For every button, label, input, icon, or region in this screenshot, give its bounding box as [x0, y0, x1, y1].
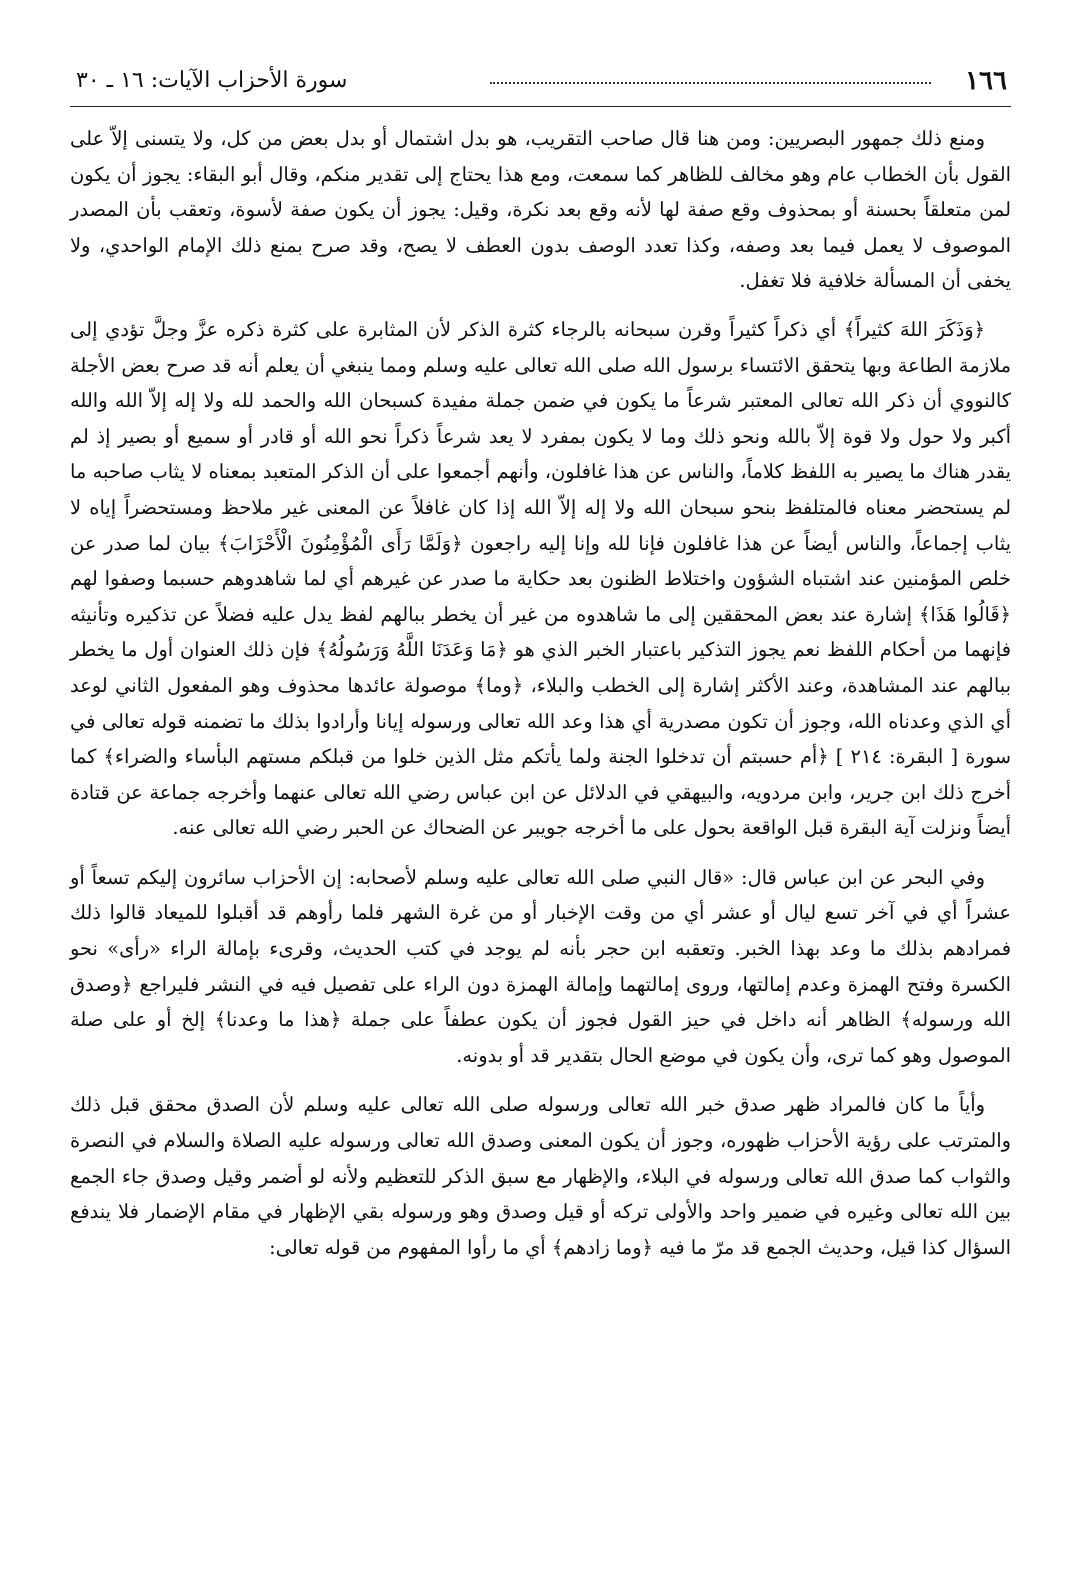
paragraph: وفي البحر عن ابن عباس قال: «قال النبي صلى الله تعالى عليه وسلم لأصحابه: إن الأحزاب سائرون إليكم تسعاً أو عشراً أي في آخر تسع ليال أو عشر أي من وقت الإخبار أو من غرة الشهر فلما رأوهم قد أقبلوا للميعاد قالوا ذلك فمرادهم بذلك ما وعد بهذا الخبر. وتعقبه ابن حجر بأنه لم يوجد في كتب الحديث، وقرىء بإمالة الراء «رأى» نحو الكسرة وفتح الهمزة وعدم إمالتها، وروى إمالتهما وإمالة الهمزة دون الراء على تفصيل فيه في النشر فليراجع ﴿وصدق الله ورسوله﴾ الظاهر أنه داخل في حيز القول فجوز أن يكون عطفاً على جملة ﴿هذا ما وعدنا﴾ إلخ أو على صلة الموصول وهو كما ترى، وأن يكون في موضع الحال بتقدير قد أو بدونه.: [70, 865, 1011, 1067]
paragraph: ﴿وَذَكَرَ اللهَ كثيراً﴾ أي ذكراً كثيراً وقرن سبحانه بالرجاء كثرة الذكر لأن المثابرة على كثرة ذكره عزَّ وجلَّ تؤدي إلى ملازمة الطاعة وبها يتحقق الائتساء برسول الله صلى الله تعالى عليه وسلم ومما ينبغي أن يعلم أنه قد صرح بعض الأجلة كالنووي أن ذكر الله تعالى المعتبر شرعاً ما يكون في ضمن جملة مفيدة كسبحان الله والحمد لله ولا إله إلاّ الله والله أكبر ولا حول ولا قوة إلاّ بالله ونحو ذلك وما لا يكون بمفرد لا يعد شرعاً ذكراً نحو الله أو قادر أو سميع أو بصير إذ لم يقدر هناك ما يصير به اللفظ كلاماً، والناس عن هذا غافلون، وأنهم أجمعوا على أن الذكر المتعبد بمعناه لا يثاب صاحبه ما لم يستحضر معناه فالمتلفظ بنحو سبحان الله ولا إله إلاّ الله إذا كان غافلاً عن المعنى غير ملاحظ ومستحضراً إياه لا يثاب إجماعاً، والناس أيضاً عن هذا غافلون فإنا لله وإنا إليه راجعون ﴿وَلَمَّا رَأَى الْمُؤْمِنُونَ الْأَحْزَابَ﴾ بيان لما صدر عن خلص المؤمنين عند اشتباه الشؤون واختلاط الظنون بعد حكاية ما صدر عن غيرهم أي لما شاهدوهم حسبما وصفوا لهم ﴿قَالُوا هَذَا﴾ إشارة عند بعض المحققين إلى ما شاهدوه من غير أن يخطر ببالهم لفظ يدل عليه فضلاً عن تذكيره وتأنيثه فإنهما من أحكام اللفظ نعم يجوز التذكير باعتبار الخبر الذي هو ﴿مَا وَعَدَنَا اللَّهُ وَرَسُولُهُ﴾ فإن ذلك العنوان أول ما يخطر ببالهم عند المشاهدة، وعند الأكثر إشارة إلى الخطب والبلاء، ﴿وما﴾ موصولة عائدها محذوف وهو المفعول الثاني لوعد أي الذي وعدناه الله، وجوز أن تكون مصدرية أي هذا وعد الله تعالى ورسوله إيانا وأرادوا بذلك ما تضمنه قوله تعالى في سورة [ البقرة: ٢١٤ ] ﴿أم حسبتم أن تدخلوا الجنة ولما يأتكم مثل الذين خلوا من قبلكم مستهم البأساء والضراء﴾ كما أخرج ذلك ابن جرير، وابن مردويه، والبيهقي في الدلائل عن ابن عباس رضي الله تعالى عنهما وأخرجه جماعة عن قتادة أيضاً ونزلت آية البقرة قبل الواقعة بحول على ما أخرجه جويبر عن الضحاك عن الحبر رضي الله تعالى عنه.: [70, 317, 1011, 840]
running-header: [70, 62, 1011, 107]
paragraph: ومنع ذلك جمهور البصريين: ومن هنا قال صاحب التقريب، هو بدل اشتمال أو بدل بعض من كل، ولا يتسنى إلاّ على القول بأن الخطاب عام وهو مخالف للظاهر كما سمعت، ومع هذا يحتاج إلى تقدير منكم، وقال أبو البقاء: يجوز أن يكون لمن متعلقاً بحسنة أو بمحذوف وقع صفة لها لأنه وقع بعد نكرة، وقيل: يجوز أن يكون صفة لأسوة، وتعقب بأن المصدر الموصوف لا يعمل فيما بعد وصفه، وكذا تعدد الوصف بدون العطف لا يصح، وقد صرح بمنع ذلك الإمام الواحدي، ولا يخفى أن المسألة خلافية فلا تغفل.: [70, 127, 1011, 293]
paragraph: وأياً ما كان فالمراد ظهر صدق خبر الله تعالى ورسوله صلى الله تعالى عليه وسلم لأن الصدق محقق قبل ذلك والمترتب على رؤية الأحزاب ظهوره، وجوز أن يكون المعنى وصدق الله تعالى ورسوله عليه الصلاة والسلام في النصرة والثواب كما صدق الله تعالى ورسوله في البلاء، والإظهار مع سبق الذكر للتعظيم ولأنه لو أضمر وقيل وصدق جاء الجمع بين الله تعالى وغيره في ضمير واحد والأولى تركه أو قيل وصدق وهو ورسوله بقي الإظهار في مقام الإضمار فلا يندفع السؤال كذا قيل، وحديث الجمع قد مرّ ما فيه ﴿وما زادهم﴾ أي ما رأوا المفهوم من قوله تعالى:: [70, 1093, 1011, 1259]
dotted-leader: [490, 82, 931, 84]
page-number: ١٦٦: [965, 66, 1007, 96]
section-title: سورة الأحزاب الآيات: ١٦ ـ ٣٠: [76, 68, 348, 93]
